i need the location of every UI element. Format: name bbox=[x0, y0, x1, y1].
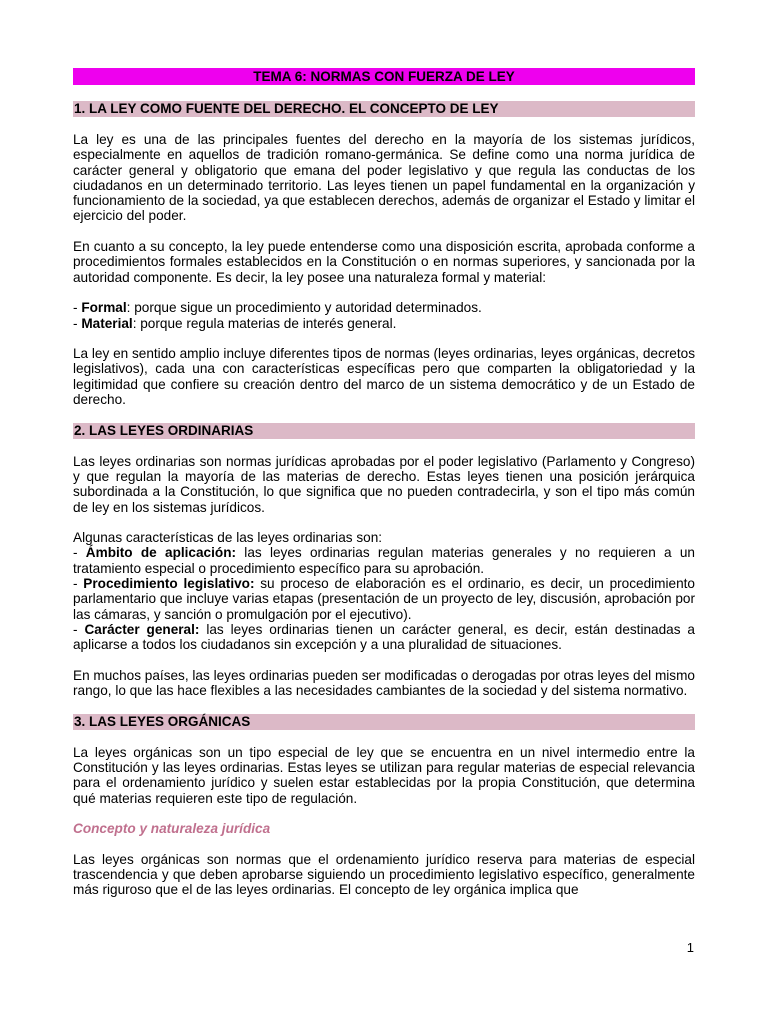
list-item-term: Procedimiento legislativo: bbox=[83, 576, 255, 592]
list-item-term: Ámbito de aplicación: bbox=[85, 545, 237, 561]
section-2-paragraph-1: Las leyes ordinarias son normas jurídicas aprobadas por el poder legislativo (Parlamento y Congreso) y que regulan la mayoría de las materias de derecho. Estas leyes tienen una posición jerárquica subordinada a la Constitución, lo que significa que no pueden contradecirla, y son el tipo más común de ley en los sistemas jurídicos. bbox=[73, 453, 695, 515]
list-item-term: Material bbox=[81, 315, 133, 331]
section-1-paragraph-2: En cuanto a su concepto, la ley puede entenderse como una disposición escrita, aprobada conforme a procedimientos formales establecidos en la Constitución o en normas superiores, y sancionada por la autoridad componente. Es decir, la ley posee una naturaleza formal y material: bbox=[73, 239, 695, 285]
section-3-paragraph-2: Las leyes orgánicas son normas que el ordenamiento jurídico reserva para materias de especial trascendencia y que deben aprobarse siguiendo un procedimiento legislativo específico, generalmente más riguroso que el de las leyes ordinarias. El concepto de ley orgánica implica que bbox=[73, 851, 695, 898]
list-item: - Procedimiento legislativo: su proceso de elaboración es el ordinario, es decir, un procedimiento parlamentario que incluye varias etapas (presentación de un proyecto de ley, discusión, aprobación por las cámaras, y sanción o promulgación por el ejecutivo). bbox=[73, 576, 695, 622]
list-item: - Carácter general: las leyes ordinarias tienen un carácter general, es decir, están destinadas a aplicarse a todos los ciudadanos sin excepción y a una pluralidad de situaciones. bbox=[73, 621, 695, 653]
section-heading-2: 2. LAS LEYES ORDINARIAS bbox=[73, 423, 695, 439]
document-title: TEMA 6: NORMAS CON FUERZA DE LEY bbox=[73, 68, 695, 85]
section-3-subheading: Concepto y naturaleza jurídica bbox=[73, 821, 271, 837]
document-page bbox=[73, 68, 695, 898]
section-1-paragraph-1: La ley es una de las principales fuentes del derecho en la mayoría de los sistemas jurídicos, especialmente en aquellos de tradición romano-germánica. Se define como una norma jurídica de carácter general y obligatorio que emana del poder legislativo y que regula las conductas de los ciudadanos en un determinado territorio. Las leyes tienen un papel fundamental en la organización y funcionamiento de la sociedad, ya que establecen derechos, además de organizar el Estado y limitar el ejercicio del poder. bbox=[73, 132, 695, 224]
section-2-list bbox=[73, 530, 695, 652]
page-number: 1 bbox=[686, 940, 694, 955]
list-item-term: Carácter general: bbox=[84, 621, 200, 637]
list-item-term: Formal bbox=[81, 300, 127, 316]
section-2-paragraph-2: En muchos países, las leyes ordinarias pueden ser modificadas o derogadas por otras leyes del mismo rango, lo que las hace flexibles a las necesidades cambiantes de la sociedad y del sistema normativo. bbox=[73, 667, 695, 699]
list-item: - Ámbito de aplicación: las leyes ordinarias regulan materias generales y no requieren a un tratamiento especial o procedimiento específico para su aprobación. bbox=[73, 545, 695, 576]
section-heading-1: 1. LA LEY COMO FUENTE DEL DERECHO. EL CONCEPTO DE LEY bbox=[73, 101, 695, 117]
list-intro: Algunas características de las leyes ordinarias son: bbox=[73, 530, 383, 546]
section-3-paragraph-1: La leyes orgánicas son un tipo especial de ley que se encuentra en un nivel intermedio entre la Constitución y las leyes ordinarias. Estas leyes se utilizan para regular materias de especial relevancia para el ordenamiento jurídico y suelen estar establecidas por la propia Constitución, que determina qué materias requieren este tipo de regulación. bbox=[73, 744, 695, 806]
list-item: - Material: porque regula materias de interés general. bbox=[73, 315, 397, 331]
section-heading-3: 3. LAS LEYES ORGÁNICAS bbox=[73, 714, 695, 730]
section-1-paragraph-3: La ley en sentido amplio incluye diferentes tipos de normas (leyes ordinarias, leyes orgánicas, decretos legislativos), cada una con características específicas pero que comparten la obligatoriedad y la legitimidad que confiere su creación dentro del marco de un sistema democrático y de un Estado de derecho. bbox=[73, 346, 695, 408]
section-1-list bbox=[73, 300, 695, 331]
list-item: - Formal: porque sigue un procedimiento y autoridad determinados. bbox=[73, 300, 482, 316]
